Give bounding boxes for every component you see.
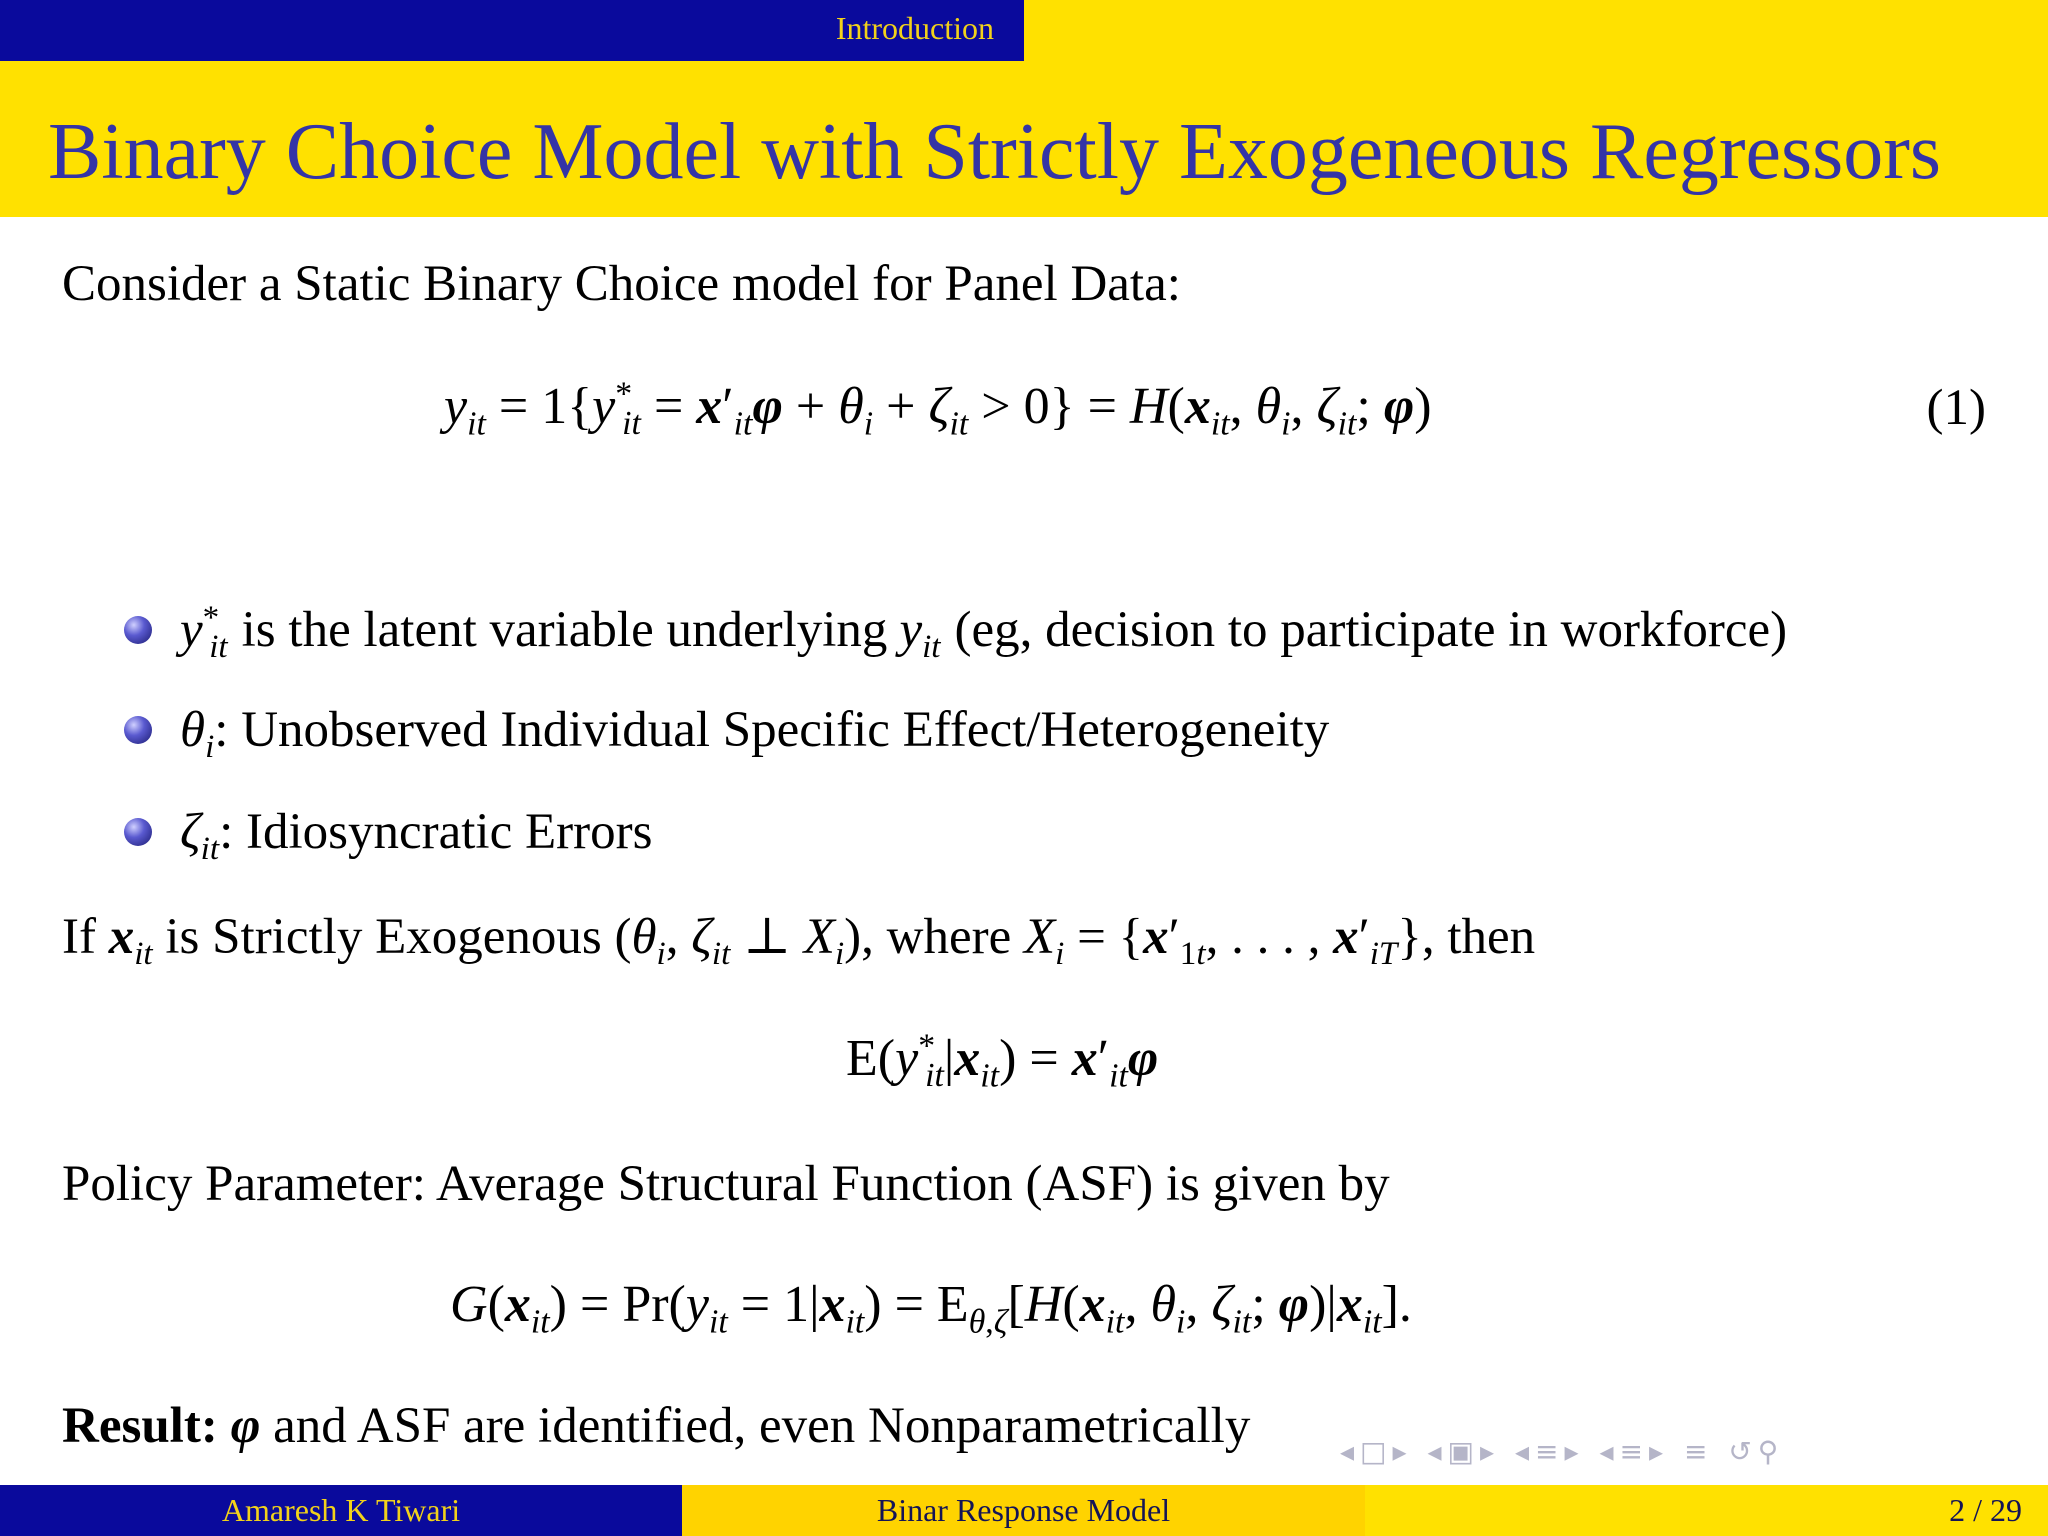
footer-page-number: 2 / 29	[1365, 1485, 2048, 1536]
bullet-item	[124, 803, 653, 868]
beamer-navigation	[1340, 1435, 1784, 1468]
exog-then: , then	[1421, 909, 1536, 965]
nav-doc-icon[interactable]: ◂≡▸	[1599, 1435, 1670, 1468]
header-bar	[0, 0, 2048, 61]
result-statement: Result: φ and ASF are identified, even Nonparametrically	[62, 1398, 1251, 1454]
bullet-math: $\zeta_{it}$	[180, 804, 220, 868]
nav-subsection-icon[interactable]: ◂≡▸	[1514, 1435, 1585, 1468]
bullet-item	[124, 599, 1788, 666]
exog-where: , where	[861, 909, 1012, 965]
nav-appendix-icon[interactable]: ≡	[1683, 1435, 1714, 1468]
bullet-item	[124, 701, 1330, 766]
header-right-panel	[1024, 0, 2048, 61]
footer-bar	[0, 1485, 2048, 1536]
slide-body	[0, 217, 2048, 1485]
bullet-text: is the latent variable underlying	[241, 602, 888, 658]
exog-prefix: If	[62, 909, 96, 965]
policy-text: Policy Parameter: Average Structural Function (ASF) is given by	[62, 1156, 1390, 1212]
result-text: and ASF are identified, even Nonparametrically	[273, 1398, 1251, 1454]
equation-1: $y_{it} = 1\{y^*_{it} = x'_{it}\varphi + \theta_i + \zeta_{it} > 0\} = H(x_{it}$, $\theta_i$, $\zeta_{it}$; φ)	[444, 375, 1432, 443]
footer-title[interactable]: Binar Response Model	[682, 1485, 1365, 1536]
footer-author[interactable]: Amaresh K Tiwari	[0, 1485, 682, 1536]
exog-mid: is Strictly Exogenous	[165, 909, 602, 965]
header-section-panel	[0, 0, 1024, 61]
bullet-text: : Unobserved Individual Specific Effect/Heterogeneity	[214, 702, 1330, 758]
nav-search-icon[interactable]: ↺⚲	[1728, 1435, 1785, 1468]
slide-title: Binary Choice Model with Strictly Exogeneous Regressors	[48, 108, 1942, 196]
bullet-ball-icon	[124, 818, 152, 846]
equation-asf: $G(x_{it}) = Pr(y_{it} = 1|x_{it}) = E_{\theta,\zeta}[H(x_{it}$, $\theta_i$, $\zeta_{it}$; $\varphi)|x_{it}$].	[450, 1276, 1412, 1341]
intro-text: Consider a Static Binary Choice model for Panel Data:	[62, 256, 1181, 312]
result-label: Result:	[62, 1398, 218, 1454]
bullet-math: $y^*_{it}$	[180, 599, 228, 666]
nav-frame-icon[interactable]: ◂□▸	[1340, 1435, 1413, 1468]
section-label[interactable]: Introduction	[835, 10, 994, 46]
bullet-text: (eg, decision to participate in workforce)	[954, 602, 1788, 658]
equation-expectation: $E(y^*_{it}|x_{it}) = x'_{it}\varphi$	[846, 1027, 1159, 1095]
bullet-math: $\theta_i$	[180, 702, 215, 766]
nav-section-icon[interactable]: ◂▣▸	[1427, 1435, 1501, 1468]
bullet-math: $y_{it}$	[899, 602, 941, 666]
bullet-text: : Idiosyncratic Errors	[219, 804, 653, 860]
bullet-ball-icon	[124, 716, 152, 744]
exogeneity-statement: If $x_{it}$ is Strictly Exogenous ($\theta_i$, $\zeta_{it}$ ⊥ $X_i$), where $X_i = \{x'_{1t}$, . . . , $x'_{iT}$}, then	[62, 909, 1536, 973]
equation-number: (1)	[1926, 380, 1986, 436]
bullet-ball-icon	[124, 616, 152, 644]
title-bar	[0, 61, 2048, 217]
